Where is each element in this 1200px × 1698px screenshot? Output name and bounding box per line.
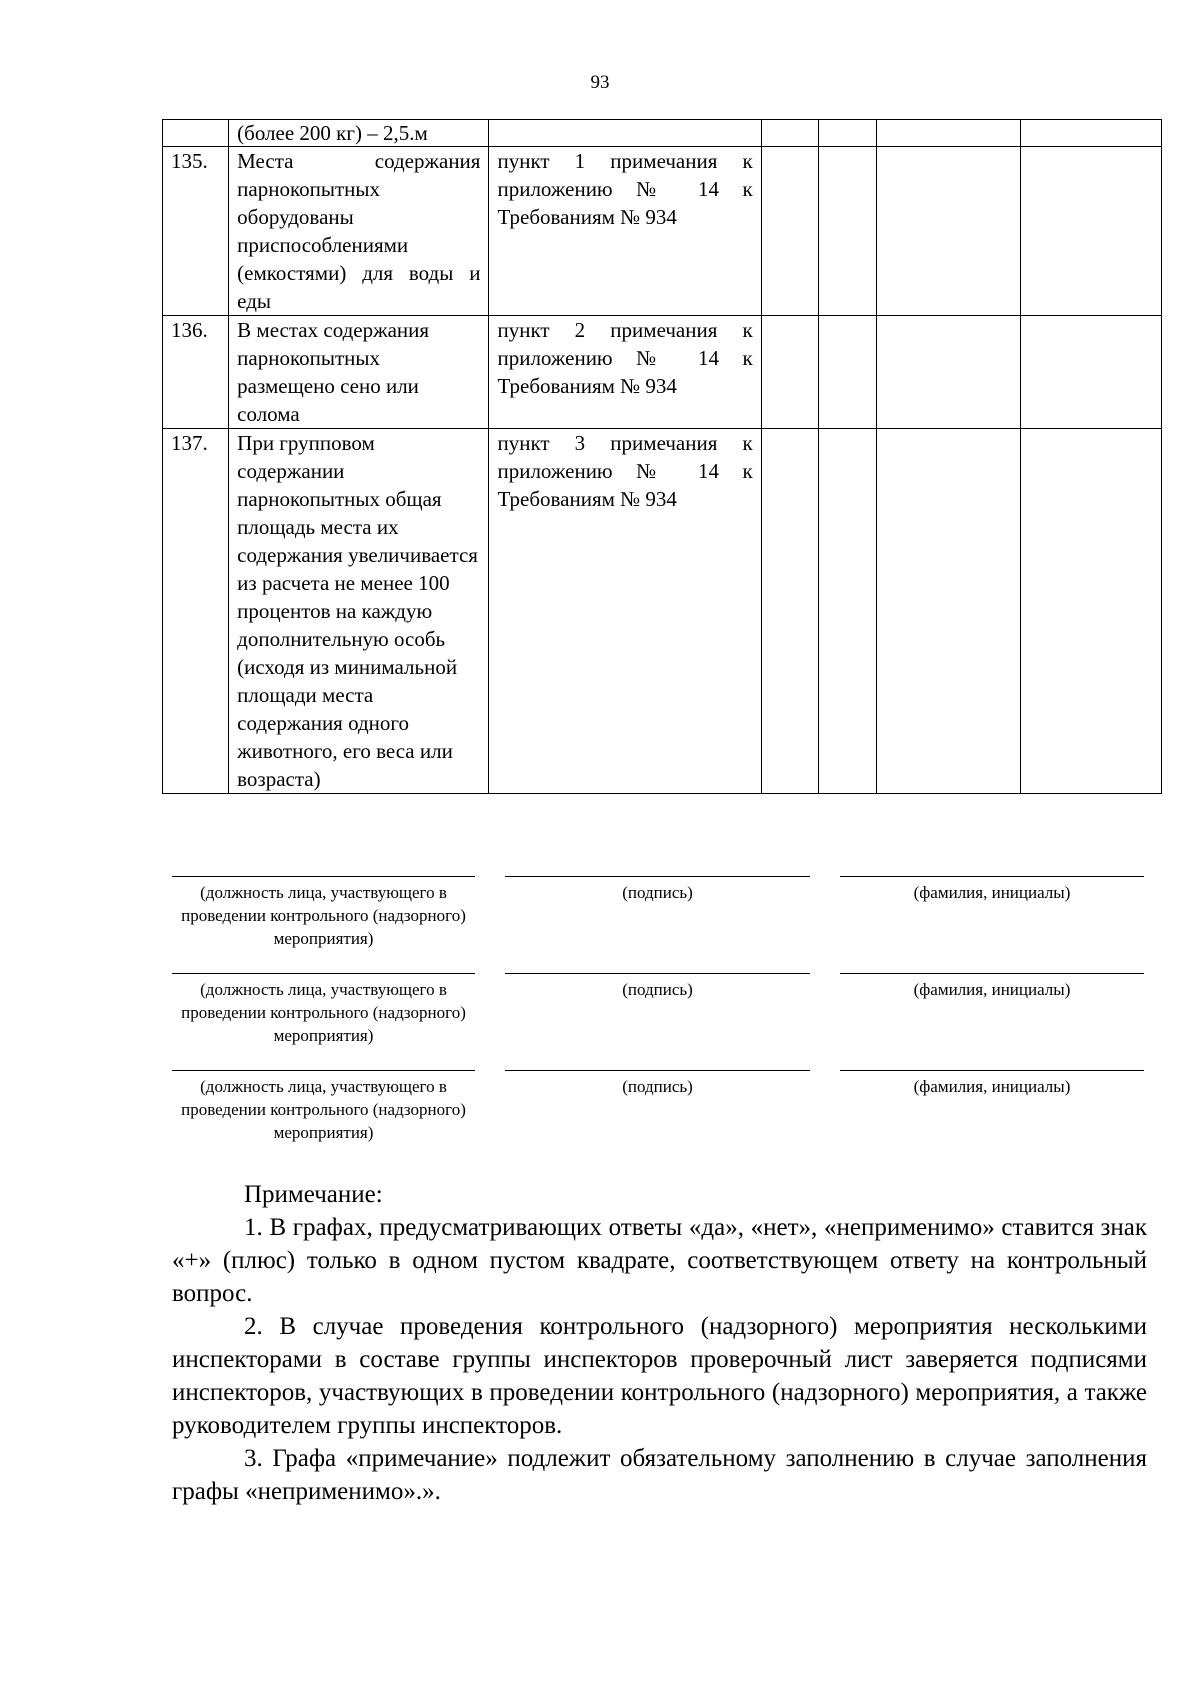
remark-cell[interactable] [1020,120,1161,147]
notes-section [172,1178,1147,1508]
reference-text: пункт 3 примечания к приложению № 14 к Требованиям № 934 [489,429,761,794]
no-checkbox-cell[interactable] [819,316,876,429]
requirement-text: При групповом содержании парнокопытных общая площадь места их содержания увеличивается из расчета не менее 100 процентов на каждую дополнительную особь (исходя из минимальной площади места содержания одного животного, его веса или возраста) [229,429,489,794]
not-applicable-checkbox-cell[interactable] [876,429,1020,794]
table-row [163,147,1162,316]
notes-heading: Примечание: [244,1181,383,1208]
table-row [163,316,1162,429]
row-number: 135. [163,147,229,316]
yes-checkbox-cell[interactable] [761,120,818,147]
remark-cell[interactable] [1020,147,1161,316]
no-checkbox-cell[interactable] [819,120,876,147]
table-row-continuation [163,120,1162,147]
number-cell [163,120,229,147]
no-checkbox-cell[interactable] [819,429,876,794]
reference-cell [489,120,761,147]
signature-block [0,973,1200,1063]
signature-caption: (подпись) [505,876,810,904]
position-caption: (должность лица, участвующего в проведении контрольного (надзорного) мероприятия) [172,876,475,950]
position-caption: (должность лица, участвующего в проведении контрольного (надзорного) мероприятия) [172,1070,475,1144]
no-checkbox-cell[interactable] [819,147,876,316]
not-applicable-checkbox-cell[interactable] [876,147,1020,316]
yes-checkbox-cell[interactable] [761,429,818,794]
note-item: 1. В графах, предусматривающих ответы «да», «нет», «неприменимо» ставится знак «+» (плюс) только в одном пустом квадрате, соответствующем ответу на контрольный вопрос. [172,1214,1147,1307]
remark-cell[interactable] [1020,429,1161,794]
requirement-text: В местах содержания парнокопытных размещено сено или солома [229,316,489,429]
signature-block [0,876,1200,966]
row-number: 136. [163,316,229,429]
reference-text: пункт 1 примечания к приложению № 14 к Требованиям № 934 [489,147,761,316]
requirement-text: Места содержания парнокопытных оборудованы приспособлениями (емкостями) для воды и еды [229,147,489,316]
reference-text: пункт 2 примечания к приложению № 14 к Требованиям № 934 [489,316,761,429]
name-caption: (фамилия, инициалы) [840,1070,1144,1098]
name-caption: (фамилия, инициалы) [840,876,1144,904]
yes-checkbox-cell[interactable] [761,147,818,316]
name-caption: (фамилия, инициалы) [840,973,1144,1001]
page-number: 93 [590,72,610,93]
checklist-table [162,119,1162,794]
position-caption: (должность лица, участвующего в проведении контрольного (надзорного) мероприятия) [172,973,475,1047]
not-applicable-checkbox-cell[interactable] [876,316,1020,429]
signature-caption: (подпись) [505,1070,810,1098]
not-applicable-checkbox-cell[interactable] [876,120,1020,147]
yes-checkbox-cell[interactable] [761,316,818,429]
remark-cell[interactable] [1020,316,1161,429]
row-number: 137. [163,429,229,794]
note-item: 2. В случае проведения контрольного (надзорного) мероприятия несколькими инспекторами в составе группы инспекторов проверочный лист заверяется подписями инспекторов, участвующих в проведении контрольного (надзорного) мероприятия, а также руководителем группы инспекторов. [172,1313,1147,1439]
table-row [163,429,1162,794]
signature-block [0,1070,1200,1160]
note-item: 3. Графа «примечание» подлежит обязательному заполнению в случае заполнения графы «неприменимо».». [172,1445,1147,1505]
requirement-cell: (более 200 кг) – 2,5.м [229,120,489,147]
signature-caption: (подпись) [505,973,810,1001]
